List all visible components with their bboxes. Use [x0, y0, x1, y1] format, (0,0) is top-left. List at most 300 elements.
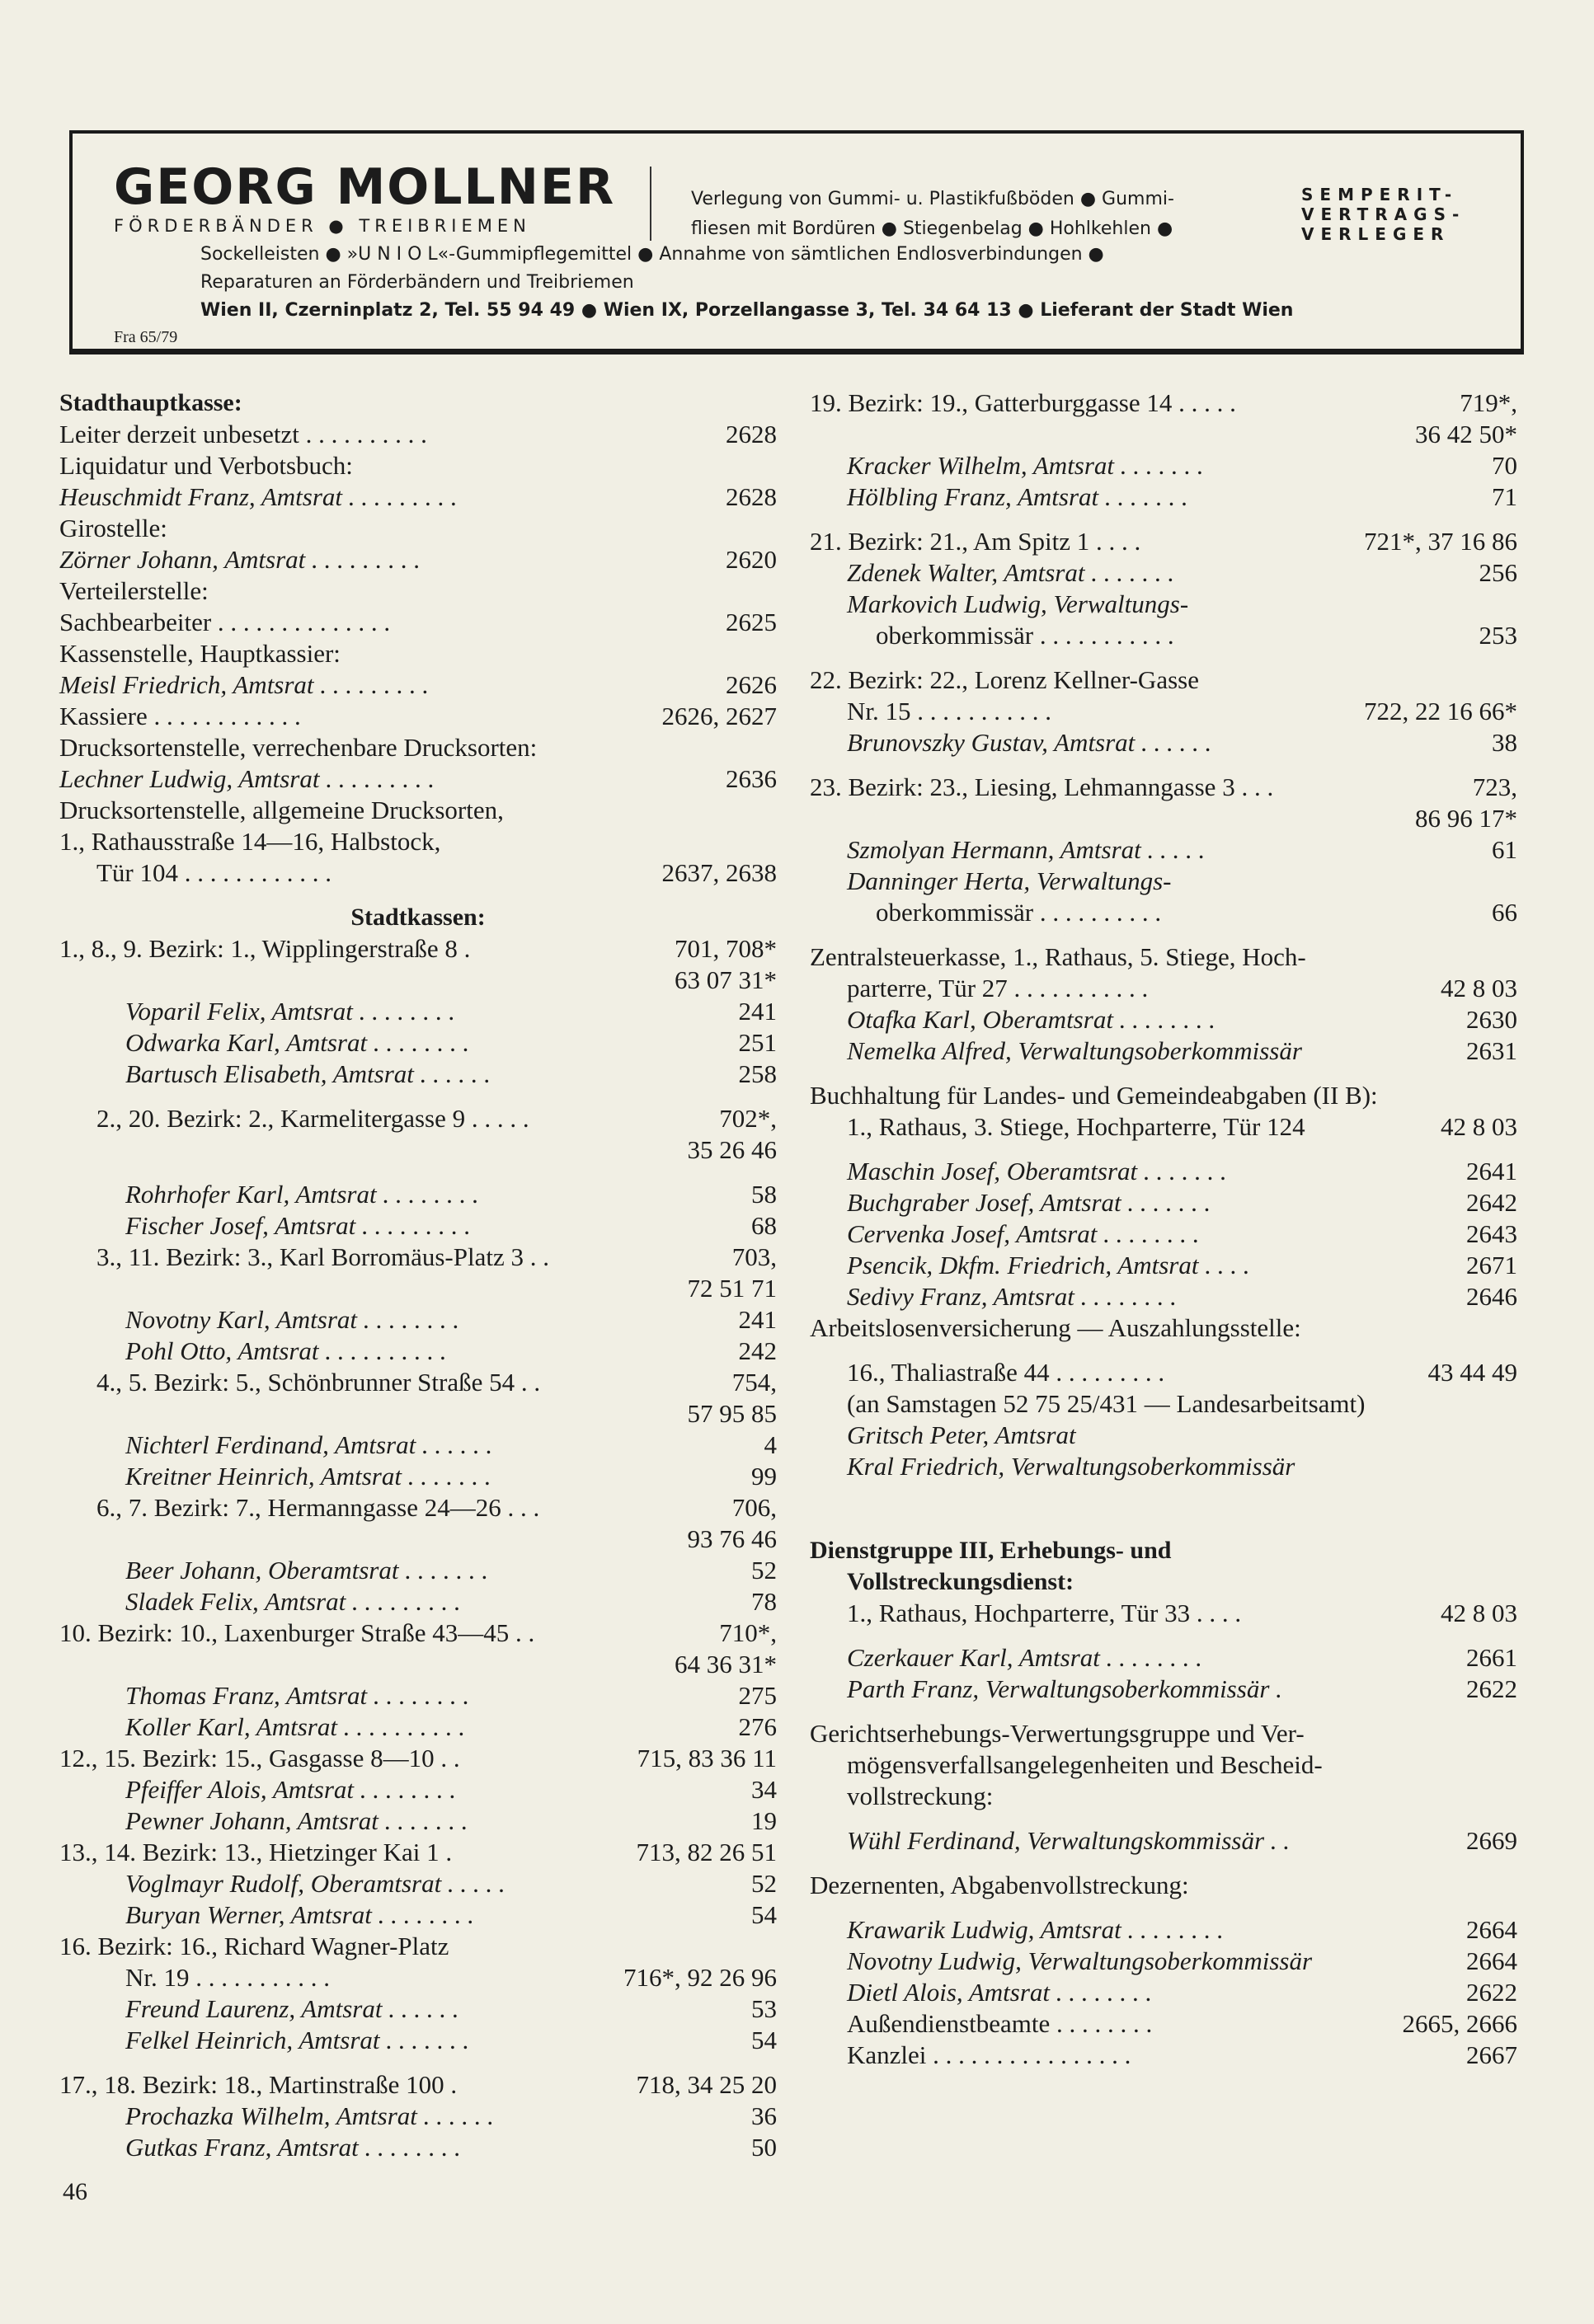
ad-semperit-badge	[1301, 185, 1465, 244]
entry-number: 719*,	[1460, 388, 1517, 417]
entry-number: 2643	[1466, 1219, 1517, 1248]
entry-text: Parth Franz, Verwaltungsoberkommissär .	[847, 1674, 1282, 1703]
entry-number: 706,	[731, 1493, 777, 1522]
spacer	[59, 889, 777, 902]
ad-reference: Fra 65/79	[114, 328, 178, 346]
entry-number: 2620	[726, 545, 777, 574]
entry-number: 702*,	[719, 1104, 777, 1133]
spacer	[810, 651, 1517, 664]
directory-entry	[59, 2025, 777, 2056]
directory-entry	[59, 1649, 777, 1680]
entry-text: Kral Friedrich, Verwaltungsoberkommissär	[847, 1452, 1295, 1481]
spacer	[810, 513, 1517, 526]
entry-text: Heuschmidt Franz, Amtsrat . . . . . . . . .	[59, 482, 458, 511]
directory-entry	[810, 620, 1517, 651]
entry-number: 52	[751, 1869, 777, 1898]
directory-entry	[59, 1103, 777, 1134]
entry-number: 66	[1492, 898, 1517, 927]
entry-text: 1., 8., 9. Bezirk: 1., Wipplingerstraße 8 .	[59, 934, 471, 963]
entry-text: 16., Thaliastraße 44 . . . . . . . . .	[847, 1358, 1165, 1387]
directory-entry	[810, 941, 1517, 973]
directory-entry	[810, 557, 1517, 589]
directory-entry	[59, 1242, 777, 1273]
section-heading	[810, 1535, 1517, 1566]
advertisement-box	[69, 130, 1524, 354]
directory-entry	[59, 2069, 777, 2101]
spacer	[810, 928, 1517, 941]
entry-text: Zdenek Walter, Amtsrat . . . . . . .	[847, 558, 1174, 587]
entry-number: 2641	[1466, 1157, 1517, 1185]
directory-entry	[59, 513, 777, 544]
entry-number: 70	[1492, 451, 1517, 480]
entry-text: Kassiere . . . . . . . . . . . .	[59, 702, 301, 730]
directory-entry	[810, 1218, 1517, 1250]
ad-subtitle: FÖRDERBÄNDER ● TREIBRIEMEN	[114, 216, 531, 236]
entry-text: Dienstgruppe III, Erhebungs- und	[810, 1537, 1172, 1564]
entry-number: 718, 34 25 20	[636, 2070, 777, 2099]
entry-number: 58	[751, 1180, 777, 1209]
directory-entry	[59, 1805, 777, 1837]
entry-text: Pewner Johann, Amtsrat . . . . . . .	[125, 1806, 468, 1835]
directory-entry	[810, 727, 1517, 758]
entry-text: 4., 5. Bezirk: 5., Schönbrunner Straße 54 . .	[96, 1368, 541, 1397]
entry-number: 2625	[726, 608, 777, 636]
entry-number: 42 8 03	[1441, 974, 1517, 1002]
directory-entry	[810, 1781, 1517, 1812]
directory-entry	[810, 1825, 1517, 1857]
directory-entry	[59, 669, 777, 701]
entry-number: 2671	[1466, 1251, 1517, 1279]
entry-text: Odwarka Karl, Amtsrat . . . . . . . .	[125, 1028, 470, 1057]
entry-text: oberkommissär . . . . . . . . . .	[876, 898, 1162, 927]
entry-number: 703,	[731, 1242, 777, 1271]
right-column	[810, 387, 1517, 2071]
entry-number: 68	[751, 1211, 777, 1240]
entry-text: vollstreckung:	[847, 1782, 994, 1810]
directory-entry	[810, 897, 1517, 928]
entry-number: 241	[738, 997, 777, 1026]
directory-entry	[59, 481, 777, 513]
spacer	[810, 1482, 1517, 1495]
ad-semperit-line: VERTRAGS-	[1301, 204, 1466, 224]
entry-text: 13., 14. Bezirk: 13., Hietzinger Kai 1 .	[59, 1838, 453, 1866]
directory-entry	[810, 1004, 1517, 1035]
directory-entry	[59, 419, 777, 450]
entry-text: Otafka Karl, Oberamtsrat . . . . . . . .	[847, 1005, 1215, 1034]
directory-entry	[59, 1367, 777, 1398]
entry-text: Fischer Josef, Amtsrat . . . . . . . . .	[125, 1211, 471, 1240]
spacer	[810, 1901, 1517, 1914]
entry-number: 723,	[1472, 772, 1517, 801]
entry-text: Freund Laurenz, Amtsrat . . . . . .	[125, 1994, 459, 2023]
entry-text: Nemelka Alfred, Verwaltungsoberkommissär	[847, 1036, 1302, 1065]
directory-entry	[810, 866, 1517, 897]
directory-entry	[59, 1304, 777, 1336]
spacer	[810, 1067, 1517, 1080]
entry-number: 2636	[726, 764, 777, 793]
entry-text: Nichterl Ferdinand, Amtsrat . . . . . .	[125, 1430, 493, 1459]
directory-entry	[59, 1586, 777, 1617]
entry-text: Stadthauptkasse:	[59, 389, 242, 416]
entry-text: Kracker Wilhelm, Amtsrat . . . . . . .	[847, 451, 1204, 480]
entry-text: Arbeitslosenversicherung — Auszahlungsstelle:	[810, 1313, 1301, 1342]
entry-text: Pfeiffer Alois, Amtsrat . . . . . . . .	[125, 1775, 457, 1804]
directory-entry	[59, 1555, 777, 1586]
entry-number: 64 36 31*	[675, 1650, 777, 1678]
entry-number: 99	[751, 1462, 777, 1491]
entry-text: 1., Rathaus, Hochparterre, Tür 33 . . . .	[847, 1599, 1242, 1627]
entry-number: 258	[738, 1059, 777, 1088]
directory-entry	[810, 1870, 1517, 1901]
directory-entry	[810, 1420, 1517, 1451]
entry-number: 2664	[1466, 1946, 1517, 1975]
directory-entry	[59, 607, 777, 638]
directory-entry	[810, 696, 1517, 727]
ad-divider	[650, 167, 651, 241]
entry-text: Sladek Felix, Amtsrat . . . . . . . . .	[125, 1587, 461, 1616]
entry-text: Pohl Otto, Amtsrat . . . . . . . . . .	[125, 1336, 447, 1365]
spacer	[810, 1629, 1517, 1642]
entry-text: Sedivy Franz, Amtsrat . . . . . . . .	[847, 1282, 1177, 1311]
entry-number: 38	[1492, 728, 1517, 757]
entry-text: Verteilerstelle:	[59, 576, 209, 605]
entry-text: Vollstreckungsdienst:	[847, 1568, 1074, 1595]
directory-entry	[810, 1946, 1517, 1977]
directory-entry	[810, 1111, 1517, 1143]
directory-entry	[59, 1931, 777, 1962]
directory-entry	[810, 1187, 1517, 1218]
entry-text: Markovich Ludwig, Verwaltungs-	[847, 589, 1189, 618]
entry-text: 16. Bezirk: 16., Richard Wagner-Platz	[59, 1932, 449, 1960]
entry-text: Liquidatur und Verbotsbuch:	[59, 451, 353, 480]
entry-number: 256	[1479, 558, 1517, 587]
spacer	[810, 1509, 1517, 1522]
entry-text: Zörner Johann, Amtsrat . . . . . . . . .	[59, 545, 421, 574]
entry-text: 22. Bezirk: 22., Lorenz Kellner-Gasse	[810, 665, 1199, 694]
directory-entry	[810, 481, 1517, 513]
directory-entry	[59, 826, 777, 857]
spacer	[59, 1090, 777, 1103]
directory-entry	[59, 1134, 777, 1166]
entry-text: Voparil Felix, Amtsrat . . . . . . . .	[125, 997, 455, 1026]
spacer	[810, 1143, 1517, 1156]
directory-entry	[810, 2008, 1517, 2040]
entry-number: 242	[738, 1336, 777, 1365]
entry-text: Brunovszky Gustav, Amtsrat . . . . . .	[847, 728, 1212, 757]
entry-text: Meisl Friedrich, Amtsrat . . . . . . . . .	[59, 670, 430, 699]
entry-text: 21. Bezirk: 21., Am Spitz 1 . . . .	[810, 527, 1141, 556]
directory-entry	[810, 1357, 1517, 1388]
entry-number: 54	[751, 1900, 777, 1929]
spacer	[810, 1812, 1517, 1825]
entry-number: 43 44 49	[1427, 1358, 1517, 1387]
entry-text: Kreitner Heinrich, Amtsrat . . . . . . .	[125, 1462, 491, 1491]
directory-entry	[59, 732, 777, 763]
directory-entry	[59, 1179, 777, 1210]
spacer	[59, 2056, 777, 2069]
entry-text: 1., Rathaus, 3. Stiege, Hochparterre, Tür 124	[847, 1112, 1305, 1141]
entry-text: Czerkauer Karl, Amtsrat . . . . . . . .	[847, 1643, 1202, 1672]
directory-entry	[59, 965, 777, 996]
ad-description	[691, 185, 1174, 244]
directory-entry	[59, 1059, 777, 1090]
directory-entry	[59, 1524, 777, 1555]
entry-number: 4	[764, 1430, 777, 1459]
spacer	[810, 758, 1517, 772]
entry-text: Rohrhofer Karl, Amtsrat . . . . . . . .	[125, 1180, 479, 1209]
directory-entry	[810, 450, 1517, 481]
entry-text: Maschin Josef, Oberamtsrat . . . . . . .	[847, 1157, 1227, 1185]
entry-text: 23. Bezirk: 23., Liesing, Lehmanngasse 3 . . .	[810, 772, 1274, 801]
entry-number: 275	[738, 1681, 777, 1710]
directory-entry	[810, 973, 1517, 1004]
directory-entry	[810, 772, 1517, 803]
entry-number: 2626	[726, 670, 777, 699]
ad-desc-line: Sockelleisten ● »U N I O L«-Gummipflegemittel ● Annahme von sämtlichen Endlosverbindungen ●	[200, 244, 1104, 265]
directory-entry	[59, 1711, 777, 1743]
entry-text: Novotny Karl, Amtsrat . . . . . . . .	[125, 1305, 460, 1334]
entry-number: 52	[751, 1556, 777, 1585]
directory-entry	[59, 996, 777, 1027]
directory-entry	[810, 664, 1517, 696]
directory-entry	[810, 1598, 1517, 1629]
entry-text: 17., 18. Bezirk: 18., Martinstraße 100 .	[59, 2070, 458, 2099]
directory-entry	[59, 1680, 777, 1711]
directory-entry	[59, 1398, 777, 1430]
directory-entry	[59, 857, 777, 889]
entry-number: 754,	[731, 1368, 777, 1397]
entry-text: Zentralsteuerkasse, 1., Rathaus, 5. Stiege, Hoch-	[810, 942, 1306, 971]
entry-number: 2628	[726, 420, 777, 448]
entry-text: Hölbling Franz, Amtsrat . . . . . . .	[847, 482, 1188, 511]
entry-text: (an Samstagen 52 75 25/431 — Landesarbeitsamt)	[847, 1389, 1366, 1418]
directory-entry	[59, 1273, 777, 1304]
entry-text: 12., 15. Bezirk: 15., Gasgasse 8—10 . .	[59, 1744, 460, 1772]
spacer	[810, 1344, 1517, 1357]
ad-description-cont	[200, 241, 1104, 297]
entry-text: Cervenka Josef, Amtsrat . . . . . . . .	[847, 1219, 1200, 1248]
entry-number: 2626, 2627	[661, 702, 777, 730]
entry-text: Wühl Ferdinand, Verwaltungskommissär . .	[847, 1826, 1291, 1855]
entry-number: 721*, 37 16 86	[1364, 527, 1517, 556]
directory-entry	[59, 1837, 777, 1868]
page-number: 46	[63, 2178, 87, 2205]
directory-entry	[59, 575, 777, 607]
directory-entry	[59, 638, 777, 669]
entry-text: Dezernenten, Abgabenvollstreckung:	[810, 1871, 1189, 1899]
entry-number: 54	[751, 2026, 777, 2054]
directory-entry	[810, 1977, 1517, 2008]
directory-entry	[59, 1492, 777, 1524]
entry-text: 3., 11. Bezirk: 3., Karl Borromäus-Platz 3 . .	[96, 1242, 549, 1271]
entry-number: 253	[1479, 621, 1517, 650]
entry-text: oberkommissär . . . . . . . . . . .	[876, 621, 1174, 650]
entry-text: Novotny Ludwig, Verwaltungsoberkommissär	[847, 1946, 1313, 1975]
directory-entry	[810, 1281, 1517, 1312]
ad-company-name: GEORG MOLLNER	[114, 158, 616, 216]
entry-text: Thomas Franz, Amtsrat . . . . . . . .	[125, 1681, 470, 1710]
entry-text: Voglmayr Rudolf, Oberamtsrat . . . . .	[125, 1869, 505, 1898]
section-heading	[59, 387, 777, 419]
directory-entry	[810, 1035, 1517, 1067]
directory-entry	[59, 1617, 777, 1649]
entry-number: 19	[751, 1806, 777, 1835]
spacer	[810, 1522, 1517, 1535]
entry-number: 2642	[1466, 1188, 1517, 1217]
directory-entry	[59, 1962, 777, 1993]
entry-number: 2630	[1466, 1005, 1517, 1034]
directory-entry	[59, 1027, 777, 1059]
ad-semperit-line: VERLEGER	[1301, 224, 1451, 244]
entry-text: Felkel Heinrich, Amtsrat . . . . . . .	[125, 2026, 470, 2054]
entry-text: Danninger Herta, Verwaltungs-	[847, 866, 1172, 895]
entry-number: 57 95 85	[687, 1399, 777, 1428]
ad-semperit-line: SEMPERIT-	[1301, 185, 1459, 204]
entry-number: 42 8 03	[1441, 1599, 1517, 1627]
entry-number: 713, 82 26 51	[636, 1838, 777, 1866]
entry-text: Psencik, Dkfm. Friedrich, Amtsrat . . . .	[847, 1251, 1250, 1279]
entry-number: 2628	[726, 482, 777, 511]
entry-text: Koller Karl, Amtsrat . . . . . . . . . .	[125, 1712, 465, 1741]
directory-entry	[810, 1250, 1517, 1281]
directory-entry	[59, 933, 777, 965]
directory-entry	[59, 544, 777, 575]
directory-entry	[810, 526, 1517, 557]
entry-number: 716*, 92 26 96	[623, 1963, 777, 1992]
spacer	[810, 1857, 1517, 1870]
directory-entry	[59, 2101, 777, 2132]
entry-text: Kanzlei . . . . . . . . . . . . . . . .	[847, 2040, 1131, 2069]
entry-text: 1., Rathausstraße 14—16, Halbstock,	[59, 827, 441, 856]
entry-number: 2646	[1466, 1282, 1517, 1311]
directory-entry	[810, 589, 1517, 620]
directory-entry	[59, 450, 777, 481]
entry-text: Nr. 15 . . . . . . . . . . .	[847, 697, 1051, 725]
entry-text: Szmolyan Hermann, Amtsrat . . . . .	[847, 835, 1206, 864]
entry-text: Dietl Alois, Amtsrat . . . . . . . .	[847, 1978, 1153, 2007]
entry-number: 36 42 50*	[1415, 420, 1517, 448]
entry-number: 53	[751, 1994, 777, 2023]
entry-text: Sachbearbeiter . . . . . . . . . . . . . .	[59, 608, 391, 636]
entry-number: 71	[1492, 482, 1517, 511]
directory-entry	[59, 795, 777, 826]
entry-text: Leiter derzeit unbesetzt . . . . . . . . . .	[59, 420, 427, 448]
directory-entry	[810, 1451, 1517, 1482]
directory-entry	[810, 1914, 1517, 1946]
entry-number: 63 07 31*	[675, 965, 777, 994]
entry-number: 722, 22 16 66*	[1364, 697, 1517, 725]
directory-entry	[59, 701, 777, 732]
directory-entry	[59, 1899, 777, 1931]
entry-number: 50	[751, 2133, 777, 2162]
entry-number: 2667	[1466, 2040, 1517, 2069]
spacer	[810, 1705, 1517, 1718]
entry-number: 34	[751, 1775, 777, 1804]
directory-entry	[810, 1312, 1517, 1344]
entry-text: Prochazka Wilhelm, Amtsrat . . . . . .	[125, 2101, 494, 2130]
ad-desc-line: Reparaturen an Förderbändern und Treibriemen	[200, 272, 634, 293]
spacer	[59, 1166, 777, 1179]
entry-number: 36	[751, 2101, 777, 2130]
entry-text: Drucksortenstelle, allgemeine Drucksorten,	[59, 796, 504, 824]
entry-number: 78	[751, 1587, 777, 1616]
entry-text: Bartusch Elisabeth, Amtsrat . . . . . .	[125, 1059, 491, 1088]
entry-text: Buryan Werner, Amtsrat . . . . . . . .	[125, 1900, 474, 1929]
entry-number: 2622	[1466, 1674, 1517, 1703]
entry-number: 710*,	[719, 1618, 777, 1647]
entry-text: 2., 20. Bezirk: 2., Karmelitergasse 9 . . . . .	[96, 1104, 529, 1133]
section-heading	[59, 902, 777, 933]
entry-text: Buchgraber Josef, Amtsrat . . . . . . .	[847, 1188, 1211, 1217]
entry-number: 276	[738, 1712, 777, 1741]
directory-entry	[810, 2040, 1517, 2071]
spacer	[810, 1495, 1517, 1509]
directory-entry	[810, 1156, 1517, 1187]
directory-entry	[59, 763, 777, 795]
entry-text: Gerichtserhebungs-Verwertungsgruppe und Ver-	[810, 1719, 1305, 1748]
entry-number: 93 76 46	[687, 1524, 777, 1553]
ad-desc-line: fliesen mit Bordüren ● Stiegenbelag ● Hohlkehlen ●	[691, 218, 1173, 239]
directory-entry	[810, 1080, 1517, 1111]
entry-text: Beer Johann, Oberamtsrat . . . . . . .	[125, 1556, 488, 1585]
directory-entry	[59, 1210, 777, 1242]
entry-number: 2622	[1466, 1978, 1517, 2007]
entry-text: Stadtkassen:	[350, 904, 486, 931]
entry-text: parterre, Tür 27 . . . . . . . . . . .	[847, 974, 1149, 1002]
directory-entry	[59, 1868, 777, 1899]
entry-number: 35 26 46	[687, 1135, 777, 1164]
directory-entry	[810, 1718, 1517, 1749]
directory-entry	[59, 1743, 777, 1774]
directory-entry	[810, 1388, 1517, 1420]
entry-text: Krawarik Ludwig, Amtsrat . . . . . . . .	[847, 1915, 1224, 1944]
entry-text: Buchhaltung für Landes- und Gemeindeabgaben (II B):	[810, 1081, 1378, 1110]
entry-number: 251	[738, 1028, 777, 1057]
directory-entry	[810, 387, 1517, 419]
entry-text: Drucksortenstelle, verrechenbare Drucksorten:	[59, 733, 538, 762]
directory-entry	[59, 1993, 777, 2025]
directory-entry	[59, 2132, 777, 2163]
directory-entry	[810, 1642, 1517, 1674]
directory-entry	[810, 803, 1517, 834]
entry-number: 72 51 71	[687, 1274, 777, 1303]
ad-address: Wien II, Czerninplatz 2, Tel. 55 94 49 ● Wien IX, Porzellangasse 3, Tel. 34 64 13 ● Lieferant der Stadt Wien	[200, 300, 1294, 321]
ad-desc-line: Verlegung von Gummi- u. Plastikfußböden ● Gummi-	[691, 189, 1174, 209]
entry-number: 2665, 2666	[1402, 2009, 1517, 2038]
directory-entry	[810, 834, 1517, 866]
directory-entry	[59, 1430, 777, 1461]
entry-text: Gritsch Peter, Amtsrat	[847, 1420, 1076, 1449]
entry-text: Nr. 19 . . . . . . . . . . .	[125, 1963, 330, 1992]
directory-entry	[59, 1774, 777, 1805]
entry-number: 42 8 03	[1441, 1112, 1517, 1141]
left-column	[59, 387, 777, 2163]
entry-text: 6., 7. Bezirk: 7., Hermanngasse 24—26 . . .	[96, 1493, 540, 1522]
entry-number: 701, 708*	[675, 934, 777, 963]
directory-entry	[810, 1749, 1517, 1781]
entry-text: Girostelle:	[59, 514, 167, 542]
directory-entry	[59, 1461, 777, 1492]
entry-number: 2661	[1466, 1643, 1517, 1672]
entry-text: Tür 104 . . . . . . . . . . . .	[96, 858, 332, 887]
entry-text: Lechner Ludwig, Amtsrat . . . . . . . . .	[59, 764, 435, 793]
entry-text: 19. Bezirk: 19., Gatterburggasse 14 . . . . .	[810, 388, 1236, 417]
directory-entry	[59, 1336, 777, 1367]
entry-text: Außendienstbeamte . . . . . . . .	[847, 2009, 1153, 2038]
entry-text: 10. Bezirk: 10., Laxenburger Straße 43—45 . .	[59, 1618, 535, 1647]
entry-number: 2664	[1466, 1915, 1517, 1944]
entry-text: Kassenstelle, Hauptkassier:	[59, 639, 341, 668]
